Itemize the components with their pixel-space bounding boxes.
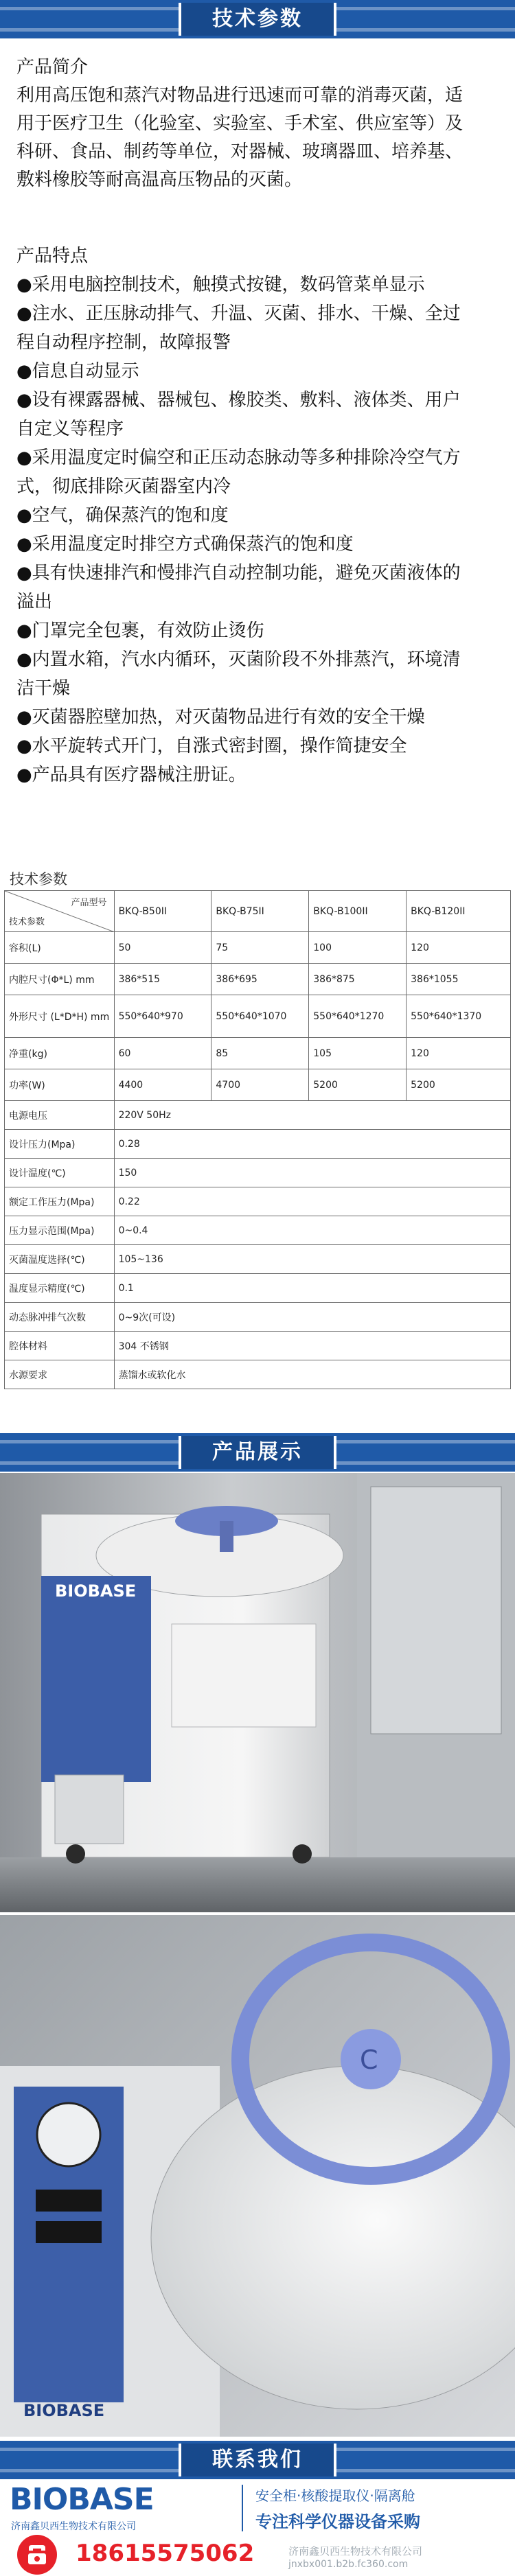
feature-line: ●信息自动显示 — [16, 361, 139, 382]
cell-value: 120 — [407, 932, 511, 964]
cell-value: 0~9次(可设) — [114, 1303, 510, 1332]
feature-line: 溢出 — [16, 592, 53, 612]
row-label: 设计压力(Mpa) — [5, 1130, 115, 1159]
cell-value: 105 — [309, 1038, 407, 1069]
cell-value: 100 — [309, 932, 407, 964]
table-row — [5, 1332, 511, 1360]
table-row — [5, 1216, 511, 1245]
cell-value: 120 — [407, 1038, 511, 1069]
row-label: 设计温度(℃) — [5, 1159, 115, 1187]
feature-line: ●内置水箱，汽水内循环，灭菌阶段不外排蒸汽，环境清 — [16, 649, 461, 670]
feature-line: ●设有裸露器械、器械包、橡胶类、敷料、液体类、用户 — [16, 390, 461, 410]
spec-table — [4, 890, 511, 1389]
intro-line: 科研、食品、制药等单位，对器械、玻璃器皿、培养基、 — [16, 141, 464, 162]
cell-value: 85 — [211, 1038, 309, 1069]
cell-value: 386*695 — [211, 964, 309, 995]
feature-line: ●采用温度定时偏空和正压动态脉动等多种排除冷空气方 — [16, 448, 461, 468]
cell-value: 蒸馏水或软化水 — [114, 1360, 510, 1389]
service-slogan: 专注科学仪器设备采购 — [255, 2512, 420, 2531]
cell-value: 386*875 — [309, 964, 407, 995]
row-label: 功率(W) — [5, 1069, 115, 1101]
model-header: BKQ-B100II — [309, 891, 407, 932]
feature-line: ●水平旋转式开门，自涨式密封圈，操作简捷安全 — [16, 736, 407, 756]
table-row — [5, 1274, 511, 1303]
row-label: 水源要求 — [5, 1360, 115, 1389]
contact-divider — [242, 2485, 243, 2531]
table-row — [5, 1038, 511, 1069]
feature-line: ●采用电脑控制技术，触摸式按键，数码管菜单显示 — [16, 275, 425, 295]
features-heading: 产品特点 — [16, 246, 89, 266]
contact-title: 联系我们 — [179, 2444, 336, 2476]
cell-value: 0~0.4 — [114, 1216, 510, 1245]
contact-block — [0, 2481, 515, 2576]
product-show-banner — [0, 1433, 515, 1472]
feature-line: ●产品具有医疗器械注册证。 — [16, 765, 247, 785]
model-header: BKQ-B50II — [114, 891, 211, 932]
autoclave-photo-2 — [0, 1915, 515, 2437]
feature-line: ●注水、正压脉动排气、升温、灭菌、排水、干燥、全过 — [16, 303, 461, 324]
product-photo-full — [0, 1473, 515, 1912]
row-label: 内腔尺寸(Φ*L) mm — [5, 964, 115, 995]
cell-value: 304 不锈钢 — [114, 1332, 510, 1360]
cell-value: 550*640*970 — [114, 995, 211, 1038]
cell-value: 50 — [114, 932, 211, 964]
phone-number[interactable]: 18615575062 — [76, 2540, 255, 2567]
table-row — [5, 1130, 511, 1159]
model-header: BKQ-B120II — [407, 891, 511, 932]
cell-value: 4700 — [211, 1069, 309, 1101]
product-intro — [16, 54, 501, 194]
table-row — [5, 964, 511, 995]
feature-line: 自定义等程序 — [16, 419, 124, 439]
tech-params-banner — [0, 0, 515, 38]
table-row — [5, 1187, 511, 1216]
cell-value: 0.1 — [114, 1274, 510, 1303]
cell-value: 0.22 — [114, 1187, 510, 1216]
product-show-title: 产品展示 — [179, 1436, 336, 1469]
feature-line: 洁干燥 — [16, 678, 71, 699]
row-label: 腔体材料 — [5, 1332, 115, 1360]
cell-value: 150 — [114, 1159, 510, 1187]
table-row — [5, 1245, 511, 1274]
row-label: 外形尺寸 (L*D*H) mm — [5, 995, 115, 1038]
biobase-logo: BIOBASE — [10, 2482, 154, 2517]
autoclave-photo-1 — [0, 1473, 515, 1912]
row-label: 容积(L) — [5, 932, 115, 964]
row-label: 灭菌温度选择(℃) — [5, 1245, 115, 1274]
feature-line: ●采用温度定时排空方式确保蒸汽的饱和度 — [16, 534, 354, 555]
product-slogan: 安全柜·核酸提取仪·隔离舱 — [255, 2487, 415, 2504]
watermark-url: jnxbx001.b2b.fc360.com — [288, 2559, 409, 2570]
feature-line: ●灭菌器腔壁加热，对灭菌物品进行有效的安全干燥 — [16, 707, 425, 728]
cell-value: 386*1055 — [407, 964, 511, 995]
cell-value: 550*640*1370 — [407, 995, 511, 1038]
cell-value: 4400 — [114, 1069, 211, 1101]
company-name: 济南鑫贝西生物技术有限公司 — [11, 2521, 136, 2532]
cell-value: 60 — [114, 1038, 211, 1069]
table-row — [5, 932, 511, 964]
feature-line: ●门罩完全包裹，有效防止烫伤 — [16, 620, 264, 641]
cell-value: 5200 — [407, 1069, 511, 1101]
intro-line: 利用高压饱和蒸汽对物品进行迅速而可靠的消毒灭菌，适 — [16, 85, 464, 106]
table-row — [5, 1069, 511, 1101]
product-photo-closeup — [0, 1915, 515, 2437]
tech-params-title: 技术参数 — [179, 3, 336, 36]
cell-value: 75 — [211, 932, 309, 964]
table-row — [5, 995, 511, 1038]
corner-params-label: 技术参数 — [9, 917, 45, 927]
cell-value: 550*640*1070 — [211, 995, 309, 1038]
contact-banner — [0, 2441, 515, 2479]
table-row — [5, 1303, 511, 1332]
intro-line: 敷料橡胶等耐高温高压物品的灭菌。 — [16, 170, 303, 190]
cell-value: 220V 50Hz — [114, 1101, 510, 1130]
table-row — [5, 1360, 511, 1389]
cell-value: 550*640*1270 — [309, 995, 407, 1038]
row-label: 电源电压 — [5, 1101, 115, 1130]
photo2-brand-label: BIOBASE — [23, 2401, 105, 2420]
table-header-row — [5, 891, 511, 932]
table-row — [5, 1101, 511, 1130]
row-label: 额定工作压力(Mpa) — [5, 1187, 115, 1216]
intro-heading: 产品简介 — [16, 57, 89, 78]
table-corner-cell — [5, 891, 115, 932]
product-features — [16, 242, 501, 789]
corner-model-label: 产品型号 — [71, 898, 107, 908]
row-label: 温度显示精度(℃) — [5, 1274, 115, 1303]
feature-line: ●空气，确保蒸汽的饱和度 — [16, 505, 229, 526]
photo1-brand-label: BIOBASE — [55, 1581, 137, 1601]
phone-icon — [16, 2534, 58, 2575]
svg-text:C: C — [360, 2045, 378, 2075]
spec-caption: 技术参数 — [10, 871, 67, 887]
row-label: 动态脉冲排气次数 — [5, 1303, 115, 1332]
feature-line: ●具有快速排汽和慢排汽自动控制功能，避免灭菌液体的 — [16, 563, 461, 583]
table-row — [5, 1159, 511, 1187]
feature-line: 程自动程序控制，故障报警 — [16, 332, 231, 353]
row-label: 压力显示范围(Mpa) — [5, 1216, 115, 1245]
watermark-company: 济南鑫贝西生物技术有限公司 — [288, 2545, 423, 2557]
row-label: 净重(kg) — [5, 1038, 115, 1069]
cell-value: 5200 — [309, 1069, 407, 1101]
intro-line: 用于医疗卫生（化验室、实验室、手术室、供应室等）及 — [16, 113, 464, 134]
cell-value: 0.28 — [114, 1130, 510, 1159]
cell-value: 105~136 — [114, 1245, 510, 1274]
model-header: BKQ-B75II — [211, 891, 309, 932]
cell-value: 386*515 — [114, 964, 211, 995]
feature-line: 式，彻底排除灭菌器室内冷 — [16, 476, 231, 497]
